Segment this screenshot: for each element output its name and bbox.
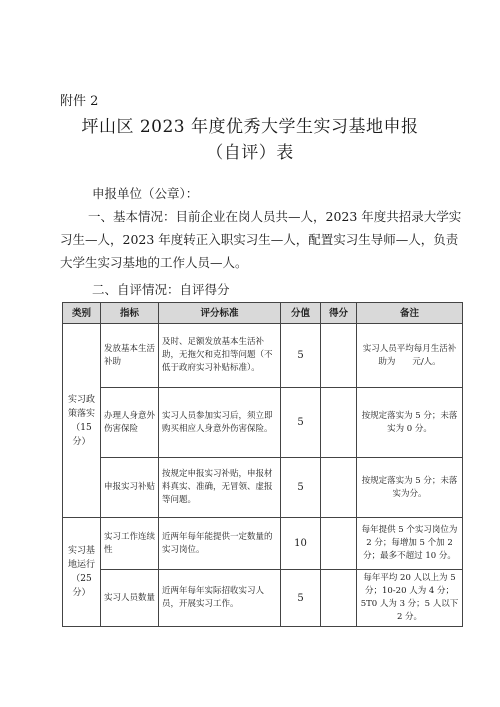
table-row [63,324,463,388]
table-row [63,458,463,518]
header-category: 类别 [63,303,101,324]
points-cell: 5 [281,570,321,627]
points-cell: 5 [281,458,321,518]
note-cell: 实习人员平均每月生活补助为 元/人。 [357,324,463,388]
score-cell[interactable] [321,518,357,570]
score-table [62,302,463,627]
indicator-cell: 实习工作连续性 [101,518,159,570]
header-standard: 评分标准 [159,303,281,324]
header-note: 备注 [357,303,463,324]
declarant-line: 申报单位（公章）： [92,186,199,201]
header-points: 分值 [281,303,321,324]
indicator-cell: 实习人员数量 [101,570,159,627]
score-cell[interactable] [321,388,357,458]
self-eval-heading: 二、自评情况：自评得分 [92,282,230,297]
header-score: 得分 [321,303,357,324]
attachment-label: 附件 2 [60,94,99,109]
header-indicator: 指标 [101,303,159,324]
standard-cell: 近两年每年能提供一定数量的实习岗位。 [159,518,281,570]
note-cell: 每年提供 5 个实习岗位为 2 分；每增加 5 个加 2 分；最多不超过 10 分。 [357,518,463,570]
basic-info-paragraph: 一、基本情况：目前企业在岗人员共—人，2023 年度共招录大学实习生—人，2023 年度转正入职实习生—人，配置实习生导师—人，负责大学生实习基地的工作人员—人。 [60,209,462,270]
indicator-cell: 发放基本生活补助 [101,324,159,388]
standard-cell: 实习人员参加实习后，须立即购买相应人身意外伤害保险。 [159,388,281,458]
table-row [63,518,463,570]
points-cell: 5 [281,388,321,458]
score-cell[interactable] [321,570,357,627]
indicator-cell: 办理人身意外伤害保险 [101,388,159,458]
note-cell: 按规定落实为 5 分；未落实为 0 分。 [357,388,463,458]
note-cell: 每年平均 20 人以上为 5 分；10-20 人为 4 分；5T0 人为 3 分；5 人以下 2 分。 [357,570,463,627]
indicator-cell: 申报实习补贴 [101,458,159,518]
note-cell: 按规定落实为 5 分；未落实为分。 [357,458,463,518]
document-subtitle: （自评）表 [206,143,294,163]
category-cell: 实习政策落实（15 分） [63,324,101,518]
document-title: 坪山区 2023 年度优秀大学生实习基地申报 [81,117,419,137]
standard-cell: 近两年每年实际招收实习人员，开展实习工作。 [159,570,281,627]
table-row [63,388,463,458]
standard-cell: 及时、足额发放基本生活补助，无拖欠和克扣等问题（不低于政府实习补贴标准）。 [159,324,281,388]
standard-cell: 按规定申报实习补贴，申报材料真实、准确，无冒领、虚报等问题。 [159,458,281,518]
table-header-row [63,303,463,324]
table-row [63,570,463,627]
score-cell[interactable] [321,324,357,388]
score-cell[interactable] [321,458,357,518]
points-cell: 10 [281,518,321,570]
points-cell: 5 [281,324,321,388]
category-cell: 实习基地运行（25 分） [63,518,101,627]
